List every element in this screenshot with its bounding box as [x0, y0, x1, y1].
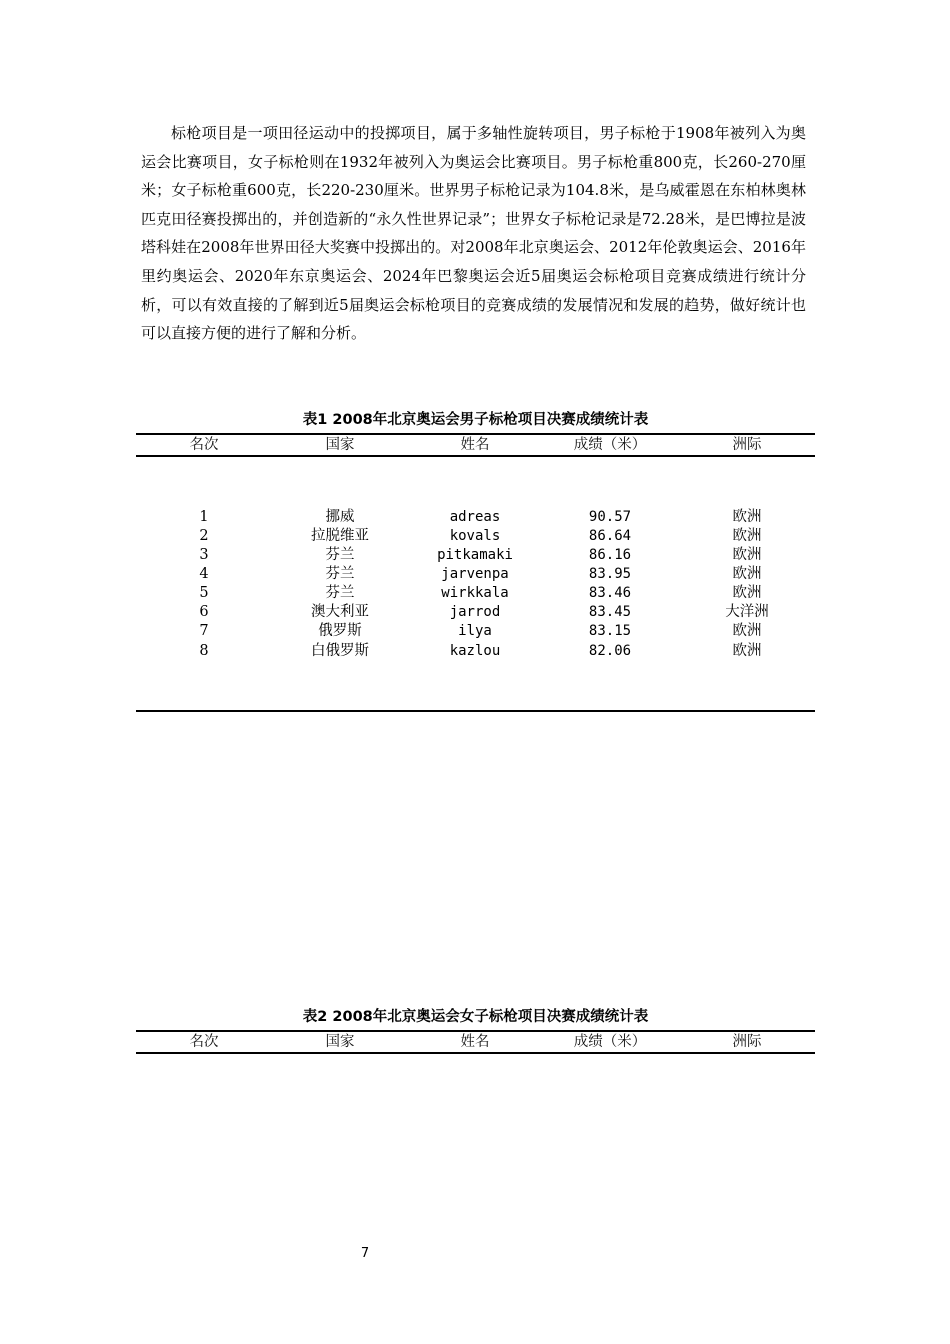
country-cell: 芬兰: [325, 566, 355, 582]
score-cell: 83.95: [588, 566, 632, 582]
table-row: [136, 584, 815, 603]
table-row: [136, 546, 815, 565]
table2-header-continent: 洲际: [732, 1034, 762, 1050]
page-number: 7: [360, 1246, 370, 1261]
country-cell: 芬兰: [325, 585, 355, 601]
continent-cell: 欧洲: [732, 528, 762, 544]
table2-header-row: [136, 1033, 815, 1052]
table1-header-rank: 名次: [189, 437, 219, 453]
continent-cell: 欧洲: [732, 547, 762, 563]
country-cell: 澳大利亚: [311, 604, 369, 620]
table-row: [136, 565, 815, 584]
table-row: [136, 527, 815, 546]
athlete-name-cell: wirkkala: [441, 585, 509, 601]
rank-cell: 3: [199, 547, 209, 563]
table2-header-score: 成绩（米）: [573, 1034, 647, 1050]
score-cell: 86.64: [588, 528, 632, 544]
table1-caption: 表1 2008年北京奥运会男子标枪项目决赛成绩统计表: [302, 412, 649, 428]
table-row: [136, 603, 815, 622]
table1-header-name: 姓名: [460, 437, 490, 453]
table-row: [136, 508, 815, 527]
table2-header-rank: 名次: [189, 1034, 219, 1050]
table1-header-row: [136, 436, 815, 455]
table2-top-rule: [136, 1030, 815, 1032]
athlete-name-cell: jarrod: [449, 604, 501, 620]
continent-cell: 欧洲: [732, 623, 762, 639]
score-cell: 83.45: [588, 604, 632, 620]
table1-header-continent: 洲际: [732, 437, 762, 453]
rank-cell: 6: [199, 604, 209, 620]
table2-header-rule: [136, 1052, 815, 1054]
body-paragraph: 标枪项目是一项田径运动中的投掷项目，属于多轴性旋转项目，男子标枪于1908年被列入为奥运会比赛项目，女子标枪则在1932年被列入为奥运会比赛项目。男子标枪重800克，长260-270厘米；女子标枪重600克，长220-230厘米。世界男子标枪记录为104.8米，是乌威霍恩在东柏林奥林匹克田径赛投掷出的，并创造新的“永久性世界记录”；世界女子标枪记录是72.28米，是巴博拉是波塔科娃在2008年世界田径大奖赛中投掷出的。对2008年北京奥运会、2012年伦敦奥运会、2016年里约奥运会、2020年东京奥运会、2024年巴黎奥运会近5届奥运会标枪项目竞赛成绩进行统计分析，可以有效直接的了解到近5届奥运会标枪项目的竞赛成绩的发展情况和发展的趋势，做好统计也可以直接方便的进行了解和分析。: [141, 124, 806, 343]
table1-top-rule: [136, 433, 815, 435]
table2-header-country: 国家: [325, 1034, 355, 1050]
country-cell: 俄罗斯: [318, 623, 362, 639]
table2-header-name: 姓名: [460, 1034, 490, 1050]
rank-cell: 5: [199, 585, 209, 601]
table2-caption: 表2 2008年北京奥运会女子标枪项目决赛成绩统计表: [302, 1009, 649, 1025]
continent-cell: 大洋洲: [725, 604, 769, 620]
athlete-name-cell: ilya: [458, 623, 492, 639]
continent-cell: 欧洲: [732, 585, 762, 601]
rank-cell: 4: [199, 566, 209, 582]
table1-header-rule: [136, 455, 815, 457]
rank-cell: 8: [199, 643, 209, 659]
score-cell: 86.16: [588, 547, 632, 563]
country-cell: 芬兰: [325, 547, 355, 563]
continent-cell: 欧洲: [732, 566, 762, 582]
athlete-name-cell: adreas: [449, 509, 501, 525]
table1-header-country: 国家: [325, 437, 355, 453]
athlete-name-cell: kazlou: [449, 643, 501, 659]
country-cell: 挪威: [325, 509, 355, 525]
country-cell: 白俄罗斯: [311, 643, 369, 659]
athlete-name-cell: jarvenpa: [441, 566, 509, 582]
table-row: [136, 642, 815, 661]
athlete-name-cell: pitkamaki: [437, 547, 513, 563]
score-cell: 90.57: [588, 509, 632, 525]
score-cell: 83.15: [588, 623, 632, 639]
rank-cell: 7: [199, 623, 209, 639]
rank-cell: 1: [199, 509, 209, 525]
table1-header-score: 成绩（米）: [573, 437, 647, 453]
athlete-name-cell: kovals: [449, 528, 501, 544]
continent-cell: 欧洲: [732, 643, 762, 659]
table1-bottom-rule: [136, 710, 815, 712]
table-row: [136, 622, 815, 641]
continent-cell: 欧洲: [732, 509, 762, 525]
score-cell: 82.06: [588, 643, 632, 659]
score-cell: 83.46: [588, 585, 632, 601]
country-cell: 拉脱维亚: [311, 528, 369, 544]
rank-cell: 2: [199, 528, 209, 544]
